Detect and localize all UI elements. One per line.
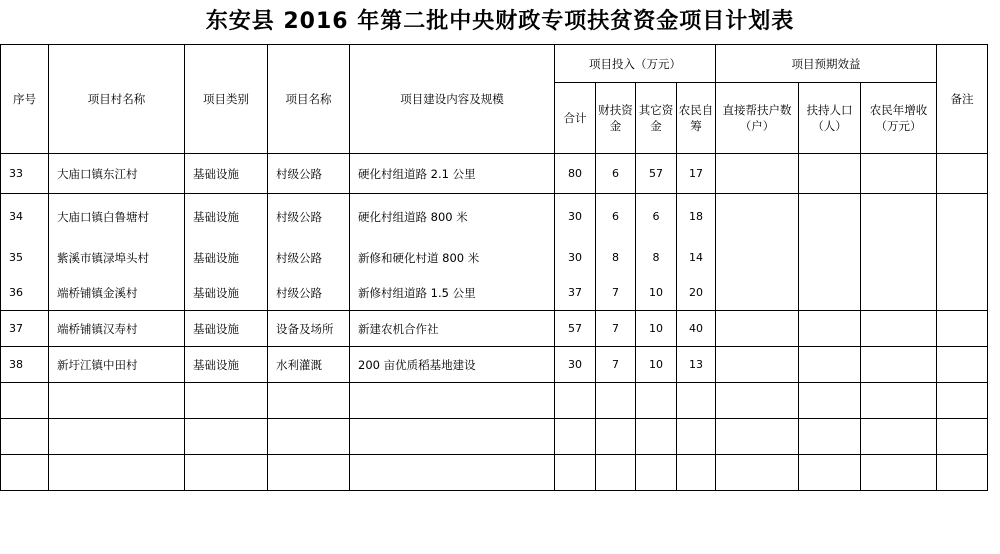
empty-row [1, 383, 988, 419]
cell-category: 基础设施 [185, 194, 268, 240]
table-row [1, 347, 988, 383]
cell-remarks [937, 311, 988, 347]
cell-seq: 34 [1, 194, 49, 240]
cell-direct-households [716, 311, 799, 347]
cell-remarks [937, 194, 988, 240]
cell-income-increase [861, 240, 937, 276]
cell-farmer: 20 [677, 276, 716, 311]
cell-content: 新修和硬化村道 800 米 [350, 240, 555, 276]
cell-project-name: 水利灌溉 [268, 347, 350, 383]
cell-content: 硬化村组道路 2.1 公里 [350, 154, 555, 194]
cell-supported-population [799, 276, 861, 311]
cell-village: 新圩江镇中田村 [49, 347, 185, 383]
cell-farmer: 40 [677, 311, 716, 347]
header-income-increase: 农民年增收（万元） [861, 83, 937, 154]
cell-direct-households [716, 276, 799, 311]
cell-income-increase [861, 347, 937, 383]
cell-income-increase [861, 276, 937, 311]
header-content: 项目建设内容及规模 [350, 45, 555, 154]
empty-row [1, 419, 988, 455]
cell-remarks [937, 276, 988, 311]
table-row [1, 276, 988, 311]
header-fiscal: 财扶资金 [596, 83, 636, 154]
cell-fiscal: 7 [596, 347, 636, 383]
cell-content: 新修村组道路 1.5 公里 [350, 276, 555, 311]
cell-fiscal: 7 [596, 276, 636, 311]
table-row [1, 194, 988, 240]
cell-farmer: 18 [677, 194, 716, 240]
cell-farmer: 14 [677, 240, 716, 276]
page-title: 东安县 2016 年第二批中央财政专项扶贫资金项目计划表 [205, 9, 795, 34]
cell-farmer: 17 [677, 154, 716, 194]
cell-supported-population [799, 240, 861, 276]
cell-category: 基础设施 [185, 347, 268, 383]
cell-other: 8 [636, 240, 677, 276]
header-row-1 [1, 45, 988, 83]
cell-village: 端桥铺镇汉寿村 [49, 311, 185, 347]
table-row [1, 154, 988, 194]
header-benefit-group: 项目预期效益 [716, 45, 937, 83]
cell-supported-population [799, 311, 861, 347]
cell-fiscal: 8 [596, 240, 636, 276]
cell-project-name: 设备及场所 [268, 311, 350, 347]
header-farmer-self: 农民自筹 [677, 83, 716, 154]
cell-category: 基础设施 [185, 240, 268, 276]
header-village: 项目村名称 [49, 45, 185, 154]
header-category: 项目类别 [185, 45, 268, 154]
cell-project-name: 村级公路 [268, 240, 350, 276]
cell-fiscal: 6 [596, 194, 636, 240]
cell-total: 80 [555, 154, 596, 194]
cell-seq: 37 [1, 311, 49, 347]
cell-farmer: 13 [677, 347, 716, 383]
project-plan-table [0, 44, 988, 491]
header-direct-households: 直接帮扶户数（户） [716, 83, 799, 154]
table-row [1, 240, 988, 276]
header-seq: 序号 [1, 45, 49, 154]
cell-seq: 36 [1, 276, 49, 311]
cell-village: 大庙口镇白鲁塘村 [49, 194, 185, 240]
cell-fiscal: 7 [596, 311, 636, 347]
cell-supported-population [799, 154, 861, 194]
cell-content: 新建农机合作社 [350, 311, 555, 347]
cell-supported-population [799, 194, 861, 240]
cell-category: 基础设施 [185, 276, 268, 311]
cell-seq: 35 [1, 240, 49, 276]
cell-seq: 38 [1, 347, 49, 383]
cell-village: 端桥铺镇金溪村 [49, 276, 185, 311]
cell-supported-population [799, 347, 861, 383]
empty-row [1, 455, 988, 491]
table-row [1, 311, 988, 347]
cell-remarks [937, 154, 988, 194]
cell-direct-households [716, 347, 799, 383]
cell-remarks [937, 240, 988, 276]
cell-village: 大庙口镇东江村 [49, 154, 185, 194]
cell-total: 57 [555, 311, 596, 347]
header-project-name: 项目名称 [268, 45, 350, 154]
cell-other: 10 [636, 311, 677, 347]
cell-total: 30 [555, 347, 596, 383]
header-investment-group: 项目投入（万元） [555, 45, 716, 83]
cell-total: 30 [555, 240, 596, 276]
cell-fiscal: 6 [596, 154, 636, 194]
cell-direct-households [716, 154, 799, 194]
cell-direct-households [716, 240, 799, 276]
cell-income-increase [861, 154, 937, 194]
header-other: 其它资金 [636, 83, 677, 154]
cell-category: 基础设施 [185, 311, 268, 347]
cell-income-increase [861, 194, 937, 240]
cell-total: 37 [555, 276, 596, 311]
cell-other: 6 [636, 194, 677, 240]
cell-remarks [937, 347, 988, 383]
cell-direct-households [716, 194, 799, 240]
cell-project-name: 村级公路 [268, 154, 350, 194]
cell-seq: 33 [1, 154, 49, 194]
cell-category: 基础设施 [185, 154, 268, 194]
cell-other: 57 [636, 154, 677, 194]
header-remarks: 备注 [937, 45, 988, 154]
cell-income-increase [861, 311, 937, 347]
cell-content: 200 亩优质稻基地建设 [350, 347, 555, 383]
cell-project-name: 村级公路 [268, 194, 350, 240]
cell-total: 30 [555, 194, 596, 240]
cell-other: 10 [636, 347, 677, 383]
header-total: 合计 [555, 83, 596, 154]
cell-content: 硬化村组道路 800 米 [350, 194, 555, 240]
header-supported-population: 扶持人口（人） [799, 83, 861, 154]
cell-project-name: 村级公路 [268, 276, 350, 311]
cell-village: 紫溪市镇渌埠头村 [49, 240, 185, 276]
cell-other: 10 [636, 276, 677, 311]
